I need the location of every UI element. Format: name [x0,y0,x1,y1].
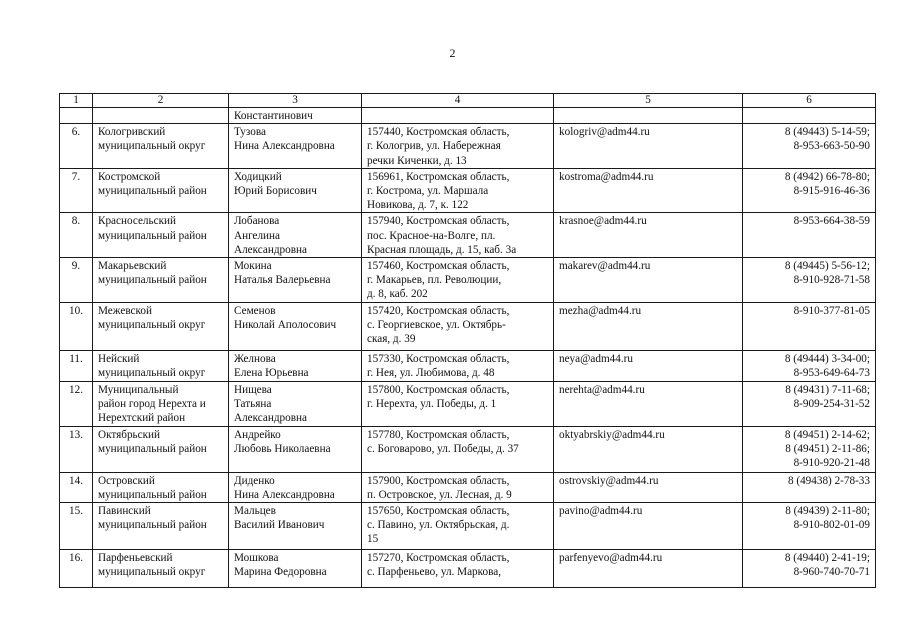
table-row [60,550,876,588]
district-cell [93,258,229,303]
address-line: с. Георгиевское, ул. Октябрь- [367,318,506,331]
address-line: г. Кострома, ул. Маршала [367,185,489,198]
email-cell [554,213,743,258]
district-name-line: Красносельский [98,215,176,228]
head-name-cell [229,472,362,502]
head-name-line: Татьяна [234,397,272,410]
district-cell [93,108,229,124]
head-name-line: Елена Юрьевна [234,366,309,379]
row-number: 12. [69,383,83,396]
address-line: 157330, Костромская область, [367,352,510,365]
district-name-line: Павинский [98,505,151,518]
head-name-cell [229,350,362,381]
head-name-line: Мальцев [234,505,276,518]
address-line: г. Нея, ул. Любимова, д. 48 [367,366,495,379]
row-number-cell [60,168,93,213]
column-number: 1 [60,94,93,108]
phone-number-line: 8-910-377-81-05 [793,304,870,317]
row-number-cell [60,258,93,303]
district-cell [93,124,229,169]
row-number-cell [60,350,93,381]
table-row [60,124,876,169]
phone-number-line: 8 (49445) 5-56-12; [784,260,870,273]
address-line: речки Киченки, д. 13 [367,154,467,167]
phone-number-line: 8 (49443) 5-14-59; [784,126,870,139]
address-line: Новикова, д. 7, к. 122 [367,199,469,212]
column-number: 6 [743,94,876,108]
column-number: 4 [362,94,554,108]
row-number: 11. [69,352,83,365]
address-cell [362,258,554,303]
district-cell [93,426,229,472]
district-name-line: муниципальный округ [98,566,206,579]
head-name-cell [229,168,362,213]
head-name-line: Андрейко [234,428,281,441]
row-number-cell [60,124,93,169]
email-cell [554,381,743,426]
address-line: с. Павино, ул. Октябрьская, д. [367,519,510,532]
district-name-line: Октябрьский [98,428,161,441]
address-line: г. Кологрив, ул. Набережная [367,140,501,153]
head-name-line: Василий Иванович [234,519,325,532]
email-cell [554,108,743,124]
row-number: 16. [69,552,83,565]
address-line: 156961, Костромская область, [367,170,510,183]
phone-cell [743,472,876,502]
head-name-cell [229,503,362,550]
head-name-line: Любовь Николаевна [234,442,331,455]
district-cell [93,213,229,258]
email-address: kostroma@adm44.ru [559,170,654,183]
district-name-line: Островский [98,474,155,487]
email-cell [554,258,743,303]
district-cell [93,302,229,350]
head-name-cell [229,108,362,124]
head-name-line: Лобанова [234,215,280,228]
district-name-line: Кологривский [98,126,166,139]
head-name-line: Марина Федоровна [234,566,327,579]
email-address: parfenyevo@adm44.ru [559,552,663,565]
row-number: 7. [71,170,81,183]
email-address: ostrovskiy@adm44.ru [559,474,659,487]
phone-number-line: 8-910-928-71-58 [793,274,870,287]
district-name-line: Парфеньевский [98,552,173,565]
phone-number-line: 8-953-664-38-59 [793,215,870,228]
head-name-line: Александровна [234,412,307,425]
email-cell [554,550,743,588]
row-number-cell [60,302,93,350]
head-name-cell [229,124,362,169]
row-number-cell [60,550,93,588]
head-name-cell [229,302,362,350]
phone-cell [743,124,876,169]
address-line: ская, д. 39 [367,333,416,346]
phone-cell [743,350,876,381]
email-address: krasnoe@adm44.ru [559,215,647,228]
address-cell [362,426,554,472]
address-line: д. 8, каб. 202 [367,288,428,301]
address-line: 157940, Костромская область, [367,215,510,228]
head-name-line: Николай Аполосович [234,318,337,331]
district-name-line: Муниципальный [98,383,179,396]
table-body [60,108,876,588]
row-number-cell [60,472,93,502]
row-number-cell [60,108,93,124]
email-address: pavino@adm44.ru [559,505,643,518]
email-address: mezha@adm44.ru [559,304,642,317]
district-name-line: муниципальный район [98,488,207,501]
table-row [60,350,876,381]
column-number-row [60,94,876,108]
address-line: с. Парфеньево, ул. Маркова, [367,566,502,579]
address-cell [362,381,554,426]
email-cell [554,168,743,213]
address-line: пос. Красное-на-Волге, пл. [367,229,496,242]
table-row [60,503,876,550]
table-row [60,381,876,426]
head-name-line: Желнова [234,352,276,365]
address-line: п. Островское, ул. Лесная, д. 9 [367,488,512,501]
head-name-line: Семенов [234,304,276,317]
head-name-cell [229,550,362,588]
address-line: 157440, Костромская область, [367,126,510,139]
head-name-cell [229,426,362,472]
email-cell [554,350,743,381]
district-name-line: муниципальный район [98,442,207,455]
head-name-line: Мокина [234,260,272,273]
address-cell [362,168,554,213]
phone-cell [743,168,876,213]
address-cell [362,550,554,588]
address-line: 157800, Костромская область, [367,383,510,396]
table-row [60,213,876,258]
address-line: 157270, Костромская область, [367,552,510,565]
district-name-line: район город Нерехта и [98,397,206,410]
address-line: 157460, Костромская область, [367,260,510,273]
phone-number-line: 8 (49451) 2-11-86; [785,442,870,455]
district-name-line: Нерехтский район [98,412,186,425]
head-name-line: Ходицкий [234,170,282,183]
district-name-line: муниципальный округ [98,318,206,331]
address-cell [362,302,554,350]
phone-number-line: 8-953-663-50-90 [793,140,870,153]
address-cell [362,350,554,381]
district-name-line: Макарьевский [98,260,167,273]
email-address: kologriv@adm44.ru [559,126,650,139]
head-name-line: Нина Александровна [234,140,335,153]
phone-cell [743,302,876,350]
column-number: 5 [554,94,743,108]
head-name-cell [229,213,362,258]
phone-number-line: 8 (49444) 3-34-00; [784,352,870,365]
district-name-line: Межевской [98,304,152,317]
head-name-line: Нина Александровна [234,488,335,501]
phone-number-line: 8-910-802-01-09 [793,519,870,532]
district-cell [93,503,229,550]
row-number-cell [60,503,93,550]
phone-number-line: 8 (49439) 2-11-80; [785,505,870,518]
head-name-line: Тузова [234,126,266,139]
phone-number-line: 8-909-254-31-52 [793,397,870,410]
row-number: 8. [71,215,81,228]
email-address: nerehta@adm44.ru [559,383,645,396]
head-name-line: Мошкова [234,552,279,565]
column-number: 2 [93,94,229,108]
district-name-line: Нейский [98,352,140,365]
phone-number-line: 8-915-916-46-36 [793,185,870,198]
address-line: г. Нерехта, ул. Победы, д. 1 [367,397,497,410]
district-cell [93,168,229,213]
municipal-heads-table [59,93,876,588]
phone-cell [743,258,876,303]
row-number: 10. [69,304,83,317]
address-line: г. Макарьев, пл. Революции, [367,274,502,287]
row-number-cell [60,213,93,258]
email-cell [554,426,743,472]
phone-number-line: 8 (49438) 2-78-33 [787,474,870,487]
email-address: neya@adm44.ru [559,352,633,365]
head-name-line: Юрий Борисович [234,185,317,198]
address-cell [362,472,554,502]
district-name-line: муниципальный район [98,274,207,287]
table-row [60,258,876,303]
phone-number-line: 8-960-740-70-71 [793,566,870,579]
phone-number-line: 8-953-649-64-73 [793,366,870,379]
row-number: 15. [69,505,83,518]
phone-cell [743,550,876,588]
phone-cell [743,381,876,426]
address-cell [362,213,554,258]
phone-cell [743,503,876,550]
phone-cell [743,426,876,472]
email-cell [554,124,743,169]
head-name-line: Диденко [234,474,275,487]
district-name-line: муниципальный район [98,229,207,242]
phone-number-line: 8 (49440) 2-41-19; [784,552,870,565]
phone-number-line: 8 (49451) 2-14-62; [784,428,870,441]
address-line: 15 [367,533,379,546]
head-name-line: Ангелина [234,229,280,242]
phone-cell [743,213,876,258]
head-name-cell [229,381,362,426]
district-cell [93,550,229,588]
address-line: с. Боговарово, ул. Победы, д. 37 [367,442,519,455]
address-cell [362,108,554,124]
district-name-line: муниципальный район [98,185,207,198]
district-name-line: муниципальный округ [98,366,206,379]
email-address: oktyabrskiy@adm44.ru [559,428,665,441]
district-name-line: Костромской [98,170,161,183]
head-name-line: Наталья Валерьевна [234,274,331,287]
address-line: 157900, Костромская область, [367,474,510,487]
address-cell [362,124,554,169]
row-number: 6. [71,126,81,139]
table-row [60,108,876,124]
row-number-cell [60,426,93,472]
district-cell [93,350,229,381]
phone-cell [743,108,876,124]
head-name-line: Нищева [234,383,272,396]
phone-number-line: 8 (49431) 7-11-68; [785,383,870,396]
address-cell [362,503,554,550]
column-number: 3 [229,94,362,108]
table-row [60,426,876,472]
email-cell [554,302,743,350]
row-number: 14. [69,474,83,487]
row-number-cell [60,381,93,426]
email-address: makarev@adm44.ru [559,260,651,273]
table-row [60,168,876,213]
district-name-line: муниципальный округ [98,140,206,153]
row-number: 13. [69,428,83,441]
phone-number-line: 8-910-920-21-48 [793,457,870,470]
head-name-line: Константинович [234,110,313,122]
district-name-line: муниципальный район [98,519,207,532]
district-cell [93,381,229,426]
page-number: 2 [449,46,456,60]
email-cell [554,472,743,502]
phone-number-line: 8 (4942) 66-78-80; [784,170,870,183]
head-name-line: Александровна [234,243,307,256]
table-row [60,302,876,350]
district-cell [93,472,229,502]
address-line: 157780, Костромская область, [367,428,510,441]
table-row [60,472,876,502]
email-cell [554,503,743,550]
head-name-cell [229,258,362,303]
address-line: 157420, Костромская область, [367,304,510,317]
address-line: 157650, Костромская область, [367,505,510,518]
address-line: Красная площадь, д. 15, каб. 3а [367,243,517,256]
row-number: 9. [71,260,81,273]
